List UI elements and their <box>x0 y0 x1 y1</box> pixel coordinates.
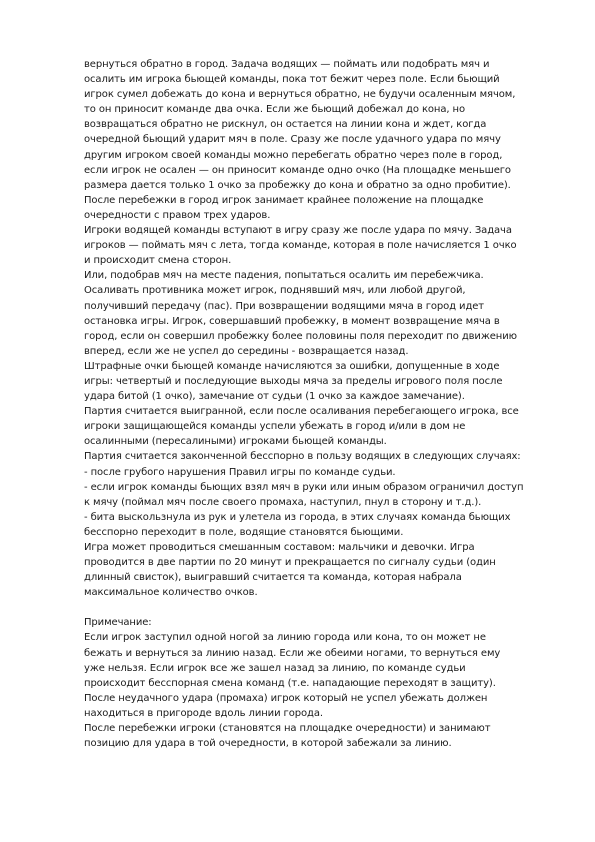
paragraph-3: Или, подобрав мяч на месте падения, попытаться осалить им перебежчика. Осаливать противника может игрок, поднявший мяч, или любой другой, получивший передачу (пас). При возвращении водящими мяча в город идет остановка игры. Игрок, совершавший пробежку, в момент возвращение мяча в город, если он совершил пробежку более половины поля переходит по движению вперед, если же не успел до середины - возвращается назад. <box>84 270 517 357</box>
note-paragraph-3: После перебежки игроки (становятся на площадке очередности) и занимают позицию для удара в той очередности, в которой забежали за линию. <box>84 723 491 750</box>
paragraph-5: Партия считается выигранной, если после осаливания перебегающего игрока, все игроки защищающейся команды успели убежать в город и/или в дом не осалинными (пересалиными) игроками бьющей команды. <box>84 406 519 448</box>
list-item-3: - бита выскользнула из рук и улетела из города, в этих случаях команда бьющих бесспорно переходит в поле, водящие становятся бьющими. <box>84 511 511 538</box>
note-title: Примечание: <box>84 617 152 629</box>
note-paragraph-2: После неудачного удара (промаха) игрок который не успел убежать должен находиться в пригороде вдоль линии города. <box>84 692 488 719</box>
paragraph-2: Игроки водящей команды вступают в игру сразу же после удара по мячу. Задача игроков — поймать мяч с лета, тогда команде, которая в поле начисляется 1 очко и происходит смена сторон. <box>84 225 517 267</box>
list-item-1: - после грубого нарушения Правил игры по команде судьи. <box>84 466 396 478</box>
paragraph-6: Партия считается законченной бесспорно в пользу водящих в следующих случаях: <box>84 451 521 463</box>
paragraph-1: вернуться обратно в город. Задача водящих — поймать или подобрать мяч и осалить им игрока бьющей команды, пока тот бежит через поле. Если бьющий игрок сумел добежать до кона и вернуться обратно, не будучи осаленным мячом, то он приносит команде два очка. Если же бьющий добежал до кона, но возвращаться обратно не рискнул, он остается на линии кона и ждет, когда очередной бьющий ударит мяч в поле. Сразу же после удачного удара по мячу другим игроком своей команды можно перебегать обратно через поле в город, если игрок не осален — он приносит команде одно очко (На площадке меньшего размера дается только 1 очко за пробежку до кона и обратно за одно пробитие). После перебежки в город игрок занимает крайнее положение на площадке очередности с правом трех ударов. <box>84 59 516 221</box>
document-page <box>84 57 524 751</box>
spacer <box>84 600 524 615</box>
paragraph-4: Штрафные очки бьющей команде начисляются за ошибки, допущенные в ходе игры: четвертый и последующие выходы мяча за пределы игрового поля после удара битой (1 очко), замечание от судьи (1 очко за каждое замечание). <box>84 360 503 403</box>
list-item-2: - если игрок команды бьющих взял мяч в руки или иным образом ограничил доступ к мячу (поймал мяч после своего промаха, наступил, пнул в сторону и т.д.). <box>84 481 524 508</box>
paragraph-7: Игра может проводиться смешанным составом: мальчики и девочки. Игра проводится в две партии по 20 минут и прекращается по сигналу судьи (один длинный свисток), выигравший считается та команда, которая набрала максимальное количество очков. <box>84 542 496 599</box>
note-paragraph-1: Если игрок заступил одной ногой за линию города или кона, то он может не бежать и вернуться за линию назад. Если же обеими ногами, то вернуться ему уже нельзя. Если игрок все же зашел назад за линию, по команде судьи происходит бесспорная смена команд (т.е. нападающие переходят в защиту). <box>84 632 501 689</box>
